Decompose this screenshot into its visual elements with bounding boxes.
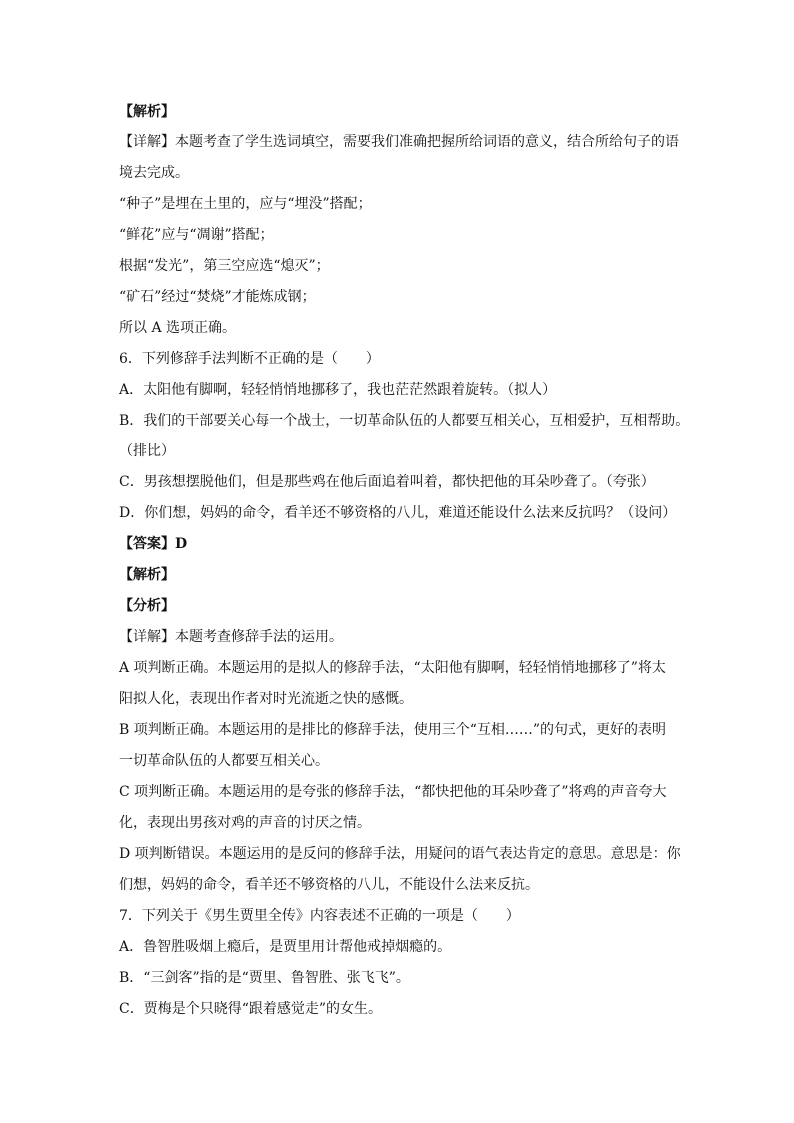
text-line: D．你们想，妈妈的命令，看羊还不够资格的八儿，难道还能设什么法来反抗吗？（设问）	[119, 505, 677, 521]
text-line: 根据“发光”，第三空应选“熄灭”；	[119, 258, 330, 274]
text-line: 【分析】	[119, 598, 175, 614]
text-line: 所以 A 选项正确。	[119, 320, 237, 336]
text-line: A 项判断正确。本题运用的是拟人的修辞手法，“太阳他有脚啊，轻轻悄悄地挪移了”将太	[119, 660, 666, 676]
text-line: A．鲁智胜吸烟上瘾后，是贾里用计帮他戒掉烟瘾的。	[119, 939, 452, 955]
text-line: “鲜花”应与“凋谢”搭配；	[119, 227, 274, 243]
text-line: 【详解】本题考查了学生选词填空，需要我们准确把握所给词语的意义，结合所给句子的语	[119, 134, 679, 150]
text-line: 【答案】D	[119, 536, 188, 552]
text-line: C．贾梅是个只晓得“跟着感觉走”的女生。	[119, 1001, 383, 1017]
text-line: 们想，妈妈的命令，看羊还不够资格的八儿，不能设什么法来反抗。	[119, 877, 539, 893]
text-line: 【解析】	[119, 104, 175, 120]
text-line: 6．下列修辞手法判断不正确的是（ ）	[119, 351, 380, 367]
text-line: B．我们的干部要关心每一个战士，一切革命队伍的人都要互相关心，互相爱护，互相帮助。	[119, 413, 690, 429]
text-line: B．“三剑客”指的是“贾里、鲁智胜、张飞飞”。	[119, 970, 410, 986]
text-line: D 项判断错误。本题运用的是反问的修辞手法，用疑问的语气表达肯定的意思。意思是：你	[119, 846, 681, 862]
text-line: C 项判断正确。本题运用的是夸张的修辞手法，“都快把他的耳朵吵聋了”将鸡的声音夸大	[119, 784, 667, 800]
text-line: 7．下列关于《男生贾里全传》内容表述不正确的一项是（ ）	[119, 908, 520, 924]
text-line: B 项判断正确。本题运用的是排比的修辞手法，使用三个“互相……”的句式，更好的表明	[119, 722, 667, 738]
text-line: “矿石”经过“焚烧”才能炼成钢；	[119, 289, 316, 305]
text-line: 【详解】本题考查修辞手法的运用。	[119, 629, 343, 645]
text-line: 化，表现出男孩对鸡的声音的讨厌之情。	[119, 815, 371, 831]
text-line: A．太阳他有脚啊，轻轻悄悄地挪移了，我也茫茫然跟着旋转。（拟人）	[119, 382, 557, 398]
text-line: 阳拟人化，表现出作者对时光流逝之快的感慨。	[119, 691, 413, 707]
text-line: C．男孩想摆脱他们，但是那些鸡在他后面追着叫着，都快把他的耳朵吵聋了。（夸张）	[119, 474, 655, 490]
text-line: （排比）	[119, 443, 175, 459]
text-line: 一切革命队伍的人都要互相关心。	[119, 753, 329, 769]
text-line: 境去完成。	[119, 165, 189, 181]
text-line: 【解析】	[119, 567, 175, 583]
text-line: “种子”是埋在土里的，应与“埋没”搭配；	[119, 196, 372, 212]
